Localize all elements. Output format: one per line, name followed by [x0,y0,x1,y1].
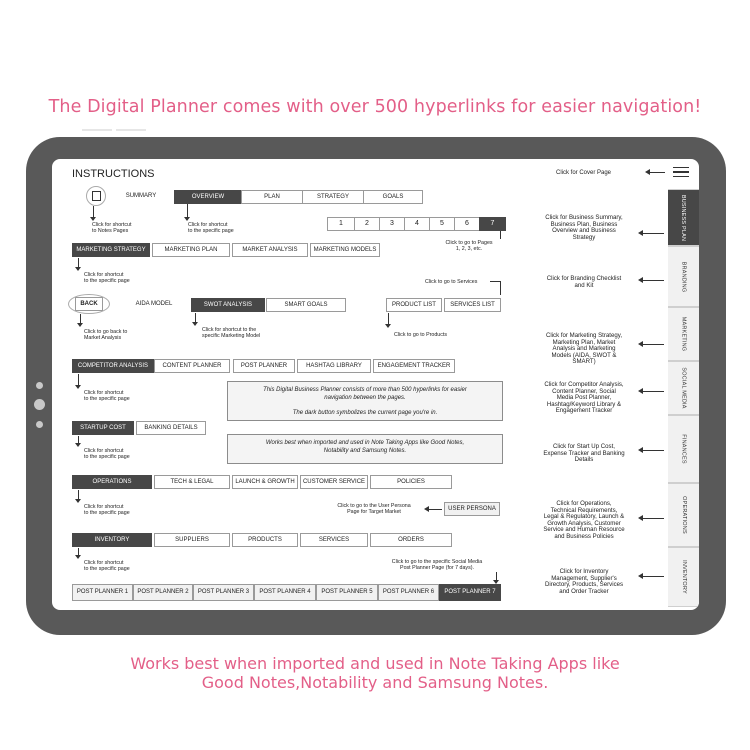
tab-label: OPERATIONS [680,496,687,534]
row7-note: Click for shortcut to the specific page [84,560,130,573]
smart-goals-button[interactable]: SMART GOALS [266,298,346,312]
post-planner-4-button[interactable]: POST PLANNER 4 [254,584,316,601]
page-6-button[interactable]: 6 [454,217,480,231]
persona-note: Click to go to the User Persona Page for Target Market [337,503,411,516]
product-list-button[interactable]: PRODUCT LIST [386,298,442,312]
banking-details-button[interactable]: BANKING DETAILS [136,421,206,435]
marketing-strategy-button[interactable]: MARKETING STRATEGY [72,243,150,257]
aida-model-button[interactable]: AIDA MODEL [122,298,186,312]
post-planner-1-button[interactable]: POST PLANNER 1 [72,584,133,601]
model-note: Click for shortcut to the specific Marketing Model [202,327,261,340]
marketing-plan-button[interactable]: MARKETING PLAN [152,243,230,257]
arrow-left-icon [424,506,429,512]
side-note-inventory: Click for Inventory Management, Supplier's Directory, Products, Services and Order Tracker [544,568,624,595]
post-planner-3-button[interactable]: POST PLANNER 3 [193,584,254,601]
footer-line-1: Works best when imported and used in Note Taking Apps like [130,654,620,673]
arrow-down-icon [90,217,96,221]
summary-button[interactable]: SUMMARY [115,190,167,204]
info-box-hyperlinks: This Digital Business Planner consists of more than 500 hyperlinks for easier navigation between the pages. The dark button symbolizes the current page you're in. [227,381,503,421]
page-7-button[interactable]: 7 [479,217,506,231]
arrow-left-icon [645,169,650,175]
tab-social-media[interactable] [668,361,699,415]
side-note-social-media: Click for Competitor Analysis, Content Planner, Social Media Post Planner, Hashtag/Keyword Library & Engagement Tracker [544,381,624,415]
swot-analysis-button[interactable]: SWOT ANALYSIS [191,298,265,312]
side-note-operations: Click for Operations, Technical Requirements, Legal & Regulatory, Launch & Growth Analysis, Customer Service and Human Resource and Business Policies [543,500,625,540]
menu-icon[interactable] [673,167,689,177]
hashtag-library-button[interactable]: HASHTAG LIBRARY [297,359,371,373]
operations-button[interactable]: OPERATIONS [72,475,152,489]
home-button[interactable] [34,399,45,410]
sensor-icon [36,421,43,428]
pages-note: Click to go to Pages 1, 2, 3, etc. [445,240,493,253]
arrow-down-icon [192,322,198,326]
tab-label: INVENTORY [680,560,687,594]
post-planner-5-button[interactable]: POST PLANNER 5 [316,584,378,601]
tab-label: BUSINESS PLAN [680,194,687,241]
pointer-line [500,281,501,295]
notes-icon[interactable] [86,186,106,206]
pointer-line [187,204,188,218]
arrow-down-icon [75,443,81,447]
services-button[interactable]: SERVICES [300,533,368,547]
products-button[interactable]: PRODUCTS [232,533,298,547]
arrow-down-icon [184,217,190,221]
divider [82,129,112,131]
post-planner-2-button[interactable]: POST PLANNER 2 [133,584,193,601]
content-planner-button[interactable]: CONTENT PLANNER [154,359,230,373]
plan-button[interactable]: PLAN [241,190,303,204]
engagement-tracker-button[interactable]: ENGAGEMENT TRACKER [373,359,455,373]
footer-caption [0,654,750,692]
tab-business-plan[interactable] [668,189,699,246]
arrow-down-icon [75,267,81,271]
arrow-down-icon [75,555,81,559]
social-media-note: Click to go to the specific Social Media Post Planner Page (for 7 days). [391,559,483,572]
marketing-models-button[interactable]: MARKETING MODELS [310,243,380,257]
customer-service-button[interactable]: CUSTOMER SERVICE [300,475,368,489]
tab-label: MARKETING [680,316,687,352]
arrow-down-icon [77,323,83,327]
row6-note: Click for shortcut to the specific page [84,504,130,517]
arrow-left-icon [642,344,664,345]
footer-line-2: Good Notes,Notability and Samsung Notes. [201,673,549,692]
divider [116,129,146,131]
arrow-left-icon [642,280,664,281]
tab-finances[interactable] [668,415,699,483]
page-shortcut-note: Click for shortcut to the specific page [188,222,234,235]
arrow-down-icon [75,499,81,503]
arrow-left-icon [642,391,664,392]
goals-button[interactable]: GOALS [363,190,423,204]
page-4-button[interactable]: 4 [404,217,430,231]
market-analysis-button[interactable]: MARKET ANALYSIS [232,243,308,257]
user-persona-button[interactable]: USER PERSONA [444,502,500,516]
pointer-line [500,231,501,239]
page-5-button[interactable]: 5 [429,217,455,231]
services-note: Click to go to Services [425,279,478,285]
tech-legal-button[interactable]: TECH & LEGAL [154,475,230,489]
pointer-line [490,281,500,282]
row2-note: Click for shortcut to the specific page [84,272,130,285]
back-note: Click to go back to Market Analysis [84,329,128,342]
orders-button[interactable]: ORDERS [370,533,452,547]
arrow-left-icon [642,576,664,577]
side-note-business-plan: Click for Business Summary, Business Plan, Business Overview and Business Strategy [545,214,623,241]
tab-label: FINANCES [680,434,687,464]
suppliers-button[interactable]: SUPPLIERS [154,533,230,547]
planner-screen [52,159,699,610]
row4-note: Click for shortcut to the specific page [84,390,130,403]
arrow-down-icon [75,385,81,389]
competitor-analysis-button[interactable]: COMPETITOR ANALYSIS [72,359,154,373]
arrow-line [649,172,665,173]
back-button[interactable] [68,294,110,314]
side-note-marketing: Click for Marketing Strategy, Marketing Plan, Market Analysis and Marketing Models (AIDA, SWOT & SMART) [545,332,623,366]
page-2-button[interactable]: 2 [354,217,380,231]
services-list-button[interactable]: SERVICES LIST [444,298,501,312]
strategy-button[interactable]: STRATEGY [302,190,364,204]
tab-operations[interactable] [668,483,699,547]
back-button-label: BACK [75,297,103,311]
info-box-apps: Works best when imported and used in Note Taking Apps like Good Notes, Notability and Samsung Notes. [227,434,503,464]
inventory-button[interactable]: INVENTORY [72,533,152,547]
post-planner-button[interactable]: POST PLANNER [233,359,295,373]
side-note-finances: Click for Start Up Cost, Expense Tracker and Banking Details [543,443,625,464]
arrow-left-icon [642,233,664,234]
section-tab-bar [668,189,699,607]
row5-note: Click for shortcut to the specific page [84,448,130,461]
side-note-branding: Click for Branding Checklist and Kit [546,275,622,289]
post-planner-7-button[interactable]: POST PLANNER 7 [439,584,501,601]
tab-inventory[interactable] [668,547,699,607]
arrow-left-icon [642,450,664,451]
notes-shortcut-note: Click for shortcut to Notes Pages [92,222,132,235]
page-title: INSTRUCTIONS [72,168,155,180]
arrow-down-icon [385,324,391,328]
tab-marketing[interactable] [668,307,699,361]
tab-label: SOCIAL MEDIA [680,367,687,409]
headline: The Digital Planner comes with over 500 hyperlinks for easier navigation! [48,97,702,117]
post-planner-6-button[interactable]: POST PLANNER 6 [378,584,439,601]
tab-label: BRANDING [680,261,687,292]
overview-button[interactable]: OVERVIEW [174,190,242,204]
page-3-button[interactable]: 3 [379,217,405,231]
launch-growth-button[interactable]: LAUNCH & GROWTH [232,475,298,489]
startup-cost-button[interactable]: STARTUP COST [72,421,134,435]
pointer-line [427,509,442,510]
products-note: Click to go to Products [394,332,447,338]
page-1-button[interactable]: 1 [327,217,355,231]
policies-button[interactable]: POLICIES [370,475,452,489]
cover-page-note: Click for Cover Page [556,170,612,176]
arrow-left-icon [642,518,664,519]
camera-icon [36,382,43,389]
tab-branding[interactable] [668,246,699,307]
